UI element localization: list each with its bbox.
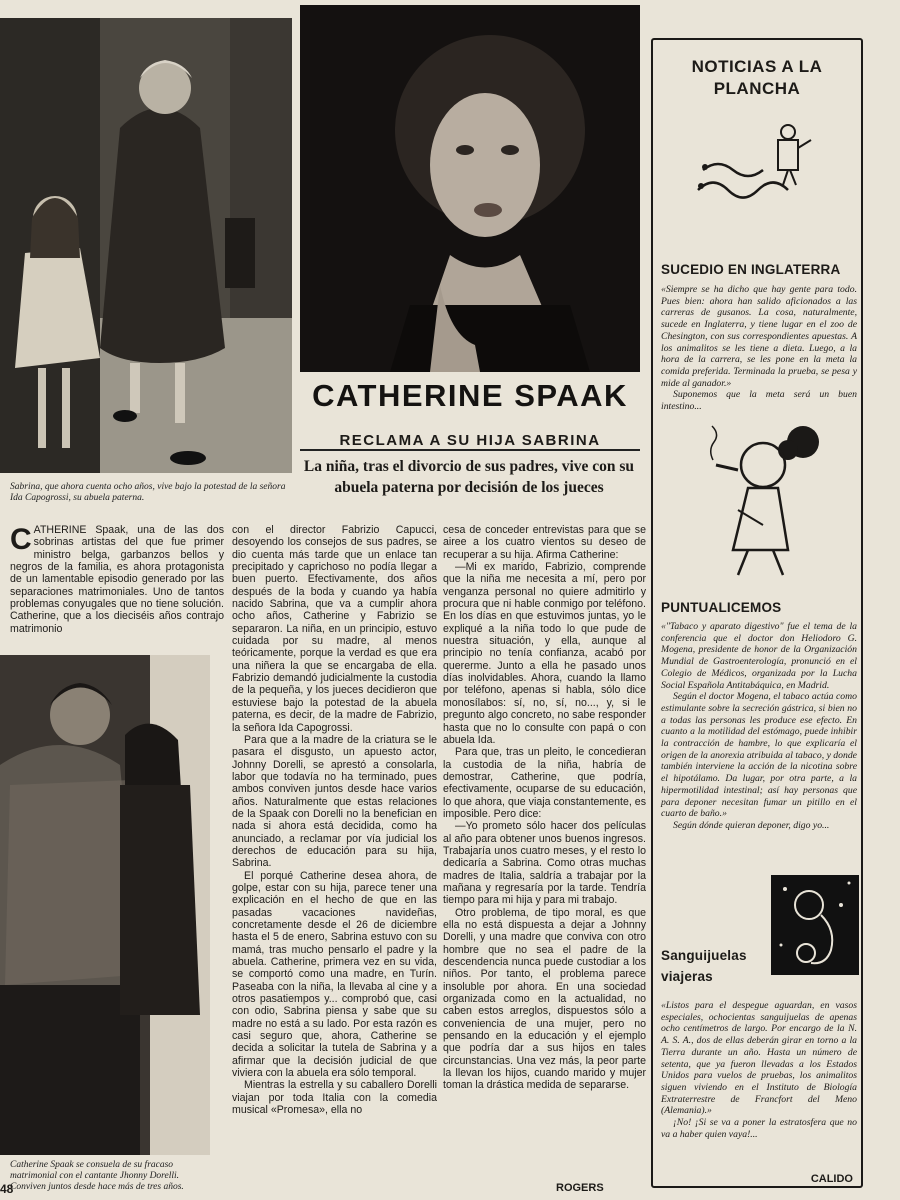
- article-column-1: [10, 524, 224, 635]
- sidebar-text-puntualicemos: [661, 621, 857, 832]
- article-deck: La niña, tras el divorcio de sus padres, vive con su abuela paterna por decisión de los jueces: [303, 458, 635, 496]
- smoking-man-cartoon-icon: [708, 420, 828, 580]
- article-paragraph: Para que a la madre de la criatura se le pasara el disgusto, un apuesto actor, Johnny Dorelli, se aprestó a consolarla, labor que todavía no ha terminado, pues ambos conviven juntos desde hace varios años. Naturalmente que estas relaciones de la Spaak con Dorelli no la benefician en nada si ahora está decidida, como ha anunciado, a reclamar por vía judicial los derechos de educación para su hija, Sabrina.: [232, 733, 437, 870]
- article-subtitle: RECLAMA A SU HIJA SABRINA: [339, 432, 601, 449]
- sidebar-paragraph: «Siempre se ha dicho que hay gente para todo. Pues bien: ahora han salido aficionados a las carreras de gusanos. La cosa, naturalmente, sucede en Inglaterra, y tiene lugar en el zoo de Chesington, con sus correspondientes apuestas. A los animalitos se les tiene a dieta. Luego, a la hora de la carrera, se les pone en la meta la comida preferida. Terminada la prueba, se pesa y mide al ganador.»: [661, 284, 857, 389]
- article-paragraph: —Yo prometo sólo hacer dos películas al año para obtener unos buenos ingresos. Trabajaría unos cuatro meses, y el resto lo dedicaría a Sabrina. Como otras muchas madres de Italia, saldría a trabajar por la mañana y regresaría por la tarde. Tendría tiempo para mi hija y para mi trabajo.: [443, 820, 646, 907]
- drop-cap: C: [10, 523, 32, 556]
- article-paragraph: Para que, tras un pleito, le concedieran la custodia de la niña, habría de demostrar, Catherine, que podría, efectivamente, ocuparse de su educación, lo que ahora, que viaja constantemente, es imposible. Pero dice:: [443, 746, 646, 820]
- sidebar-title: NOTICIAS A LA PLANCHA: [691, 57, 823, 98]
- photo-caption-couple: Catherine Spaak se consuela de su fracaso matrimonial con el cantante Jhonny Dorelli. Conviven juntos desde hace más de tres años.: [10, 1160, 184, 1192]
- article-paragraph: cesa de conceder entrevistas para que se airee a los cuatro vientos su deseo de recuperar a su hija. Afirma Catherine:: [443, 524, 646, 561]
- article-title: CATHERINE SPAAK: [312, 378, 628, 413]
- author-credit: ROGERS: [556, 1182, 604, 1194]
- article-paragraph: Otro problema, de tipo moral, es que ella no está dispuesta a dejar a Johnny Dorelli, y una madre que conviva con otro hombre que no sea el padre de la descendencia nunca puede custodiar a los niños. Por tanto, el problema parece insoluble por ahora. En una sociedad organizada como en la actualidad, no caben estos arreglos, dispuestos sólo a conveniencia de una mujer, pero no pensando en la educación y el ejemplo que podría dar a sus hijos en tales circunstancias. Una vez más, la peor parte la llevan los hijos, cuando marido y mujer toman la drástica medida de separarse.: [443, 906, 646, 1092]
- sidebar-signature: CALIDO: [810, 1173, 853, 1185]
- sidebar-paragraph: Según dónde quieran deponer, digo yo...: [673, 819, 830, 831]
- article-column-2: [232, 524, 437, 1189]
- sidebar-text-sanguijuelas: [661, 1000, 857, 1140]
- article-paragraph: ATHERINE Spaak, una de las dos sobrinas artistas del que fue primer ministro belga, garbanzos bellos y negros de la familia, es ahora protagonista de un lamentable episodio generado por las separaciones matrimoniales. Uno de tantos problemas conyugales que no tiene solución. Catherine, que a los dieciséis años contrajo matrimonio: [10, 524, 224, 635]
- sidebar-text-inglaterra: [661, 284, 857, 413]
- sidebar-heading-sanguijuelas: Sanguijuelas viajeras: [661, 948, 747, 984]
- leech-space-cartoon-icon: [771, 875, 859, 975]
- photo-girl-and-grandmother: [0, 18, 292, 473]
- sidebar-paragraph: Según el doctor Mogena, el tabaco actúa como estimulante sobre la secreción gástrica, si bien no a todas las personas les produce ese efecto. En cuanto a la motilidad del estómago, puede inhibir la contracción de hambre, lo que explicaría el origen de la anorexia atribuida al tabaco, y donde también interviene la acción de la nicotina sobre el hipotálamo. Da lugar, por otra parte, a la hipermotilidad intestinal; así hay personas que para deponer necesitan fumar un pitillo en el cuarto de baño.»: [661, 691, 857, 820]
- headline-rule: [300, 449, 640, 451]
- sidebar-heading-puntualicemos: PUNTUALICEMOS: [661, 600, 782, 615]
- article-paragraph: —Mi ex marido, Fabrizio, comprende que la niña me necesita a mí, pero por venganza personal no quiere admitirlo y procura que ni hable conmigo por teléfono. En los días en que estuvimos juntas, yo le expliqué a la niña todo lo que pude de nuestra situación, y ella, aunque al principio no tenía confianza, acabó por quererme. Junto a ella he pasado unos días inolvidables. Ahora, cuando la llamo por teléfono, apenas si habla, sólo dice monosílabos: sí, no, sí, no..., y, si le pregunto algo concreto, no sabe responder hasta que no lo consulte con papá o con abuela Ida.: [443, 561, 646, 746]
- article-paragraph: El porqué Catherine desea ahora, de golpe, estar con su hija, parece tener una explicación en el hecho de que en las pasadas vacaciones navideñas, concretamente desde el 26 de diciembre hasta el 5 de enero, Sabrina estuvo con su mamá, tras mucho pensarlo el padre y la abuela. Catherine, primera vez en su vida, se comportó como una madre, en Turín. Paseaba con la niña, la llevaba al cine y a otros pasatiempos y... comprobó que, casi con odio, Sabrina piensa y sabe que su madre no está a su lado. Por esta razón es casi seguro que, ahora, Catherine se decida a solicitar la tutela de Sabrina y a afirmar que la decisión judicial de que viviera con la abuela era sólo temporal.: [232, 869, 437, 1080]
- sidebar-paragraph: Suponemos que la meta será un buen intestino...: [661, 389, 857, 413]
- article-paragraph: Mientras la estrella y su caballero Dorelli viajan por toda Italia con la comedia musical «Promesa», ella no: [232, 1079, 437, 1117]
- photo-catherine-portrait: [300, 5, 640, 372]
- sidebar-heading-inglaterra: SUCEDIO EN INGLATERRA: [661, 262, 841, 277]
- photo-catherine-and-dorelli: [0, 655, 210, 1155]
- article-column-3: [443, 524, 646, 1139]
- photo-caption-girl: Sabrina, que ahora cuenta ocho años, vive bajo la potestad de la señora Ida Capogrossi, su abuela paterna.: [10, 482, 286, 503]
- sidebar-paragraph: «Listos para el despegue aguardan, en vasos especiales, ochocientas sanguijuelas de apenas ocho centímetros de largo. Por encargo de la N. A. S. A., dos de ellas deberán girar en torno a la Tierra durante un año. Hasta un número de setenta, que ya fueron llevadas a los Estados Unidos para vuelos de pruebas, los animalitos siguen viviendo en el Instituto de Biología Extraterrestre de Francfort del Meno (Alemania).»: [661, 1000, 857, 1117]
- article-headline: [300, 378, 640, 449]
- worm-race-cartoon-icon: [693, 120, 823, 205]
- sidebar-noticias: [651, 38, 863, 1188]
- article-paragraph: con el director Fabrizio Capucci, desoyendo los consejos de sus padres, se dio cuenta más tarde que un enlace tan precipitado y caprichoso no podía llegar a buen puerto. Efectivamente, dos años después de la boda y cuando ya había nacido Sabrina, que va a cumplir ahora ocho años, Catherine y Fabrizio se separaron. La niña, en un principio, estuvo cuidada por su madre, al menos teóricamente, porque la verdad es que era una niñera la que se encargaba de ella. Fabrizio demandó judicialmente la custodia de la pequeña, y los jueces decidieron que estuviese bajo la potestad de la abuela paterna, es decir, de la madre de Fabrizio, la señora Ida Capogrossi.: [232, 524, 437, 734]
- sidebar-paragraph: ¡No! ¡Si se va a poner la estratosfera que no va a haber quien vaya!...: [661, 1117, 857, 1140]
- page-number: 48: [0, 1182, 14, 1196]
- sidebar-paragraph: «"Tabaco y aparato digestivo" fue el tema de la conferencia que el doctor don Heliodoro G. Mogena, presidente de honor de la Organización Mundial de Gastroenterología, pronunció en el Colegio de Médicos, organizada por la Lucha Social Española Antitabáquica, en Madrid.: [661, 621, 857, 691]
